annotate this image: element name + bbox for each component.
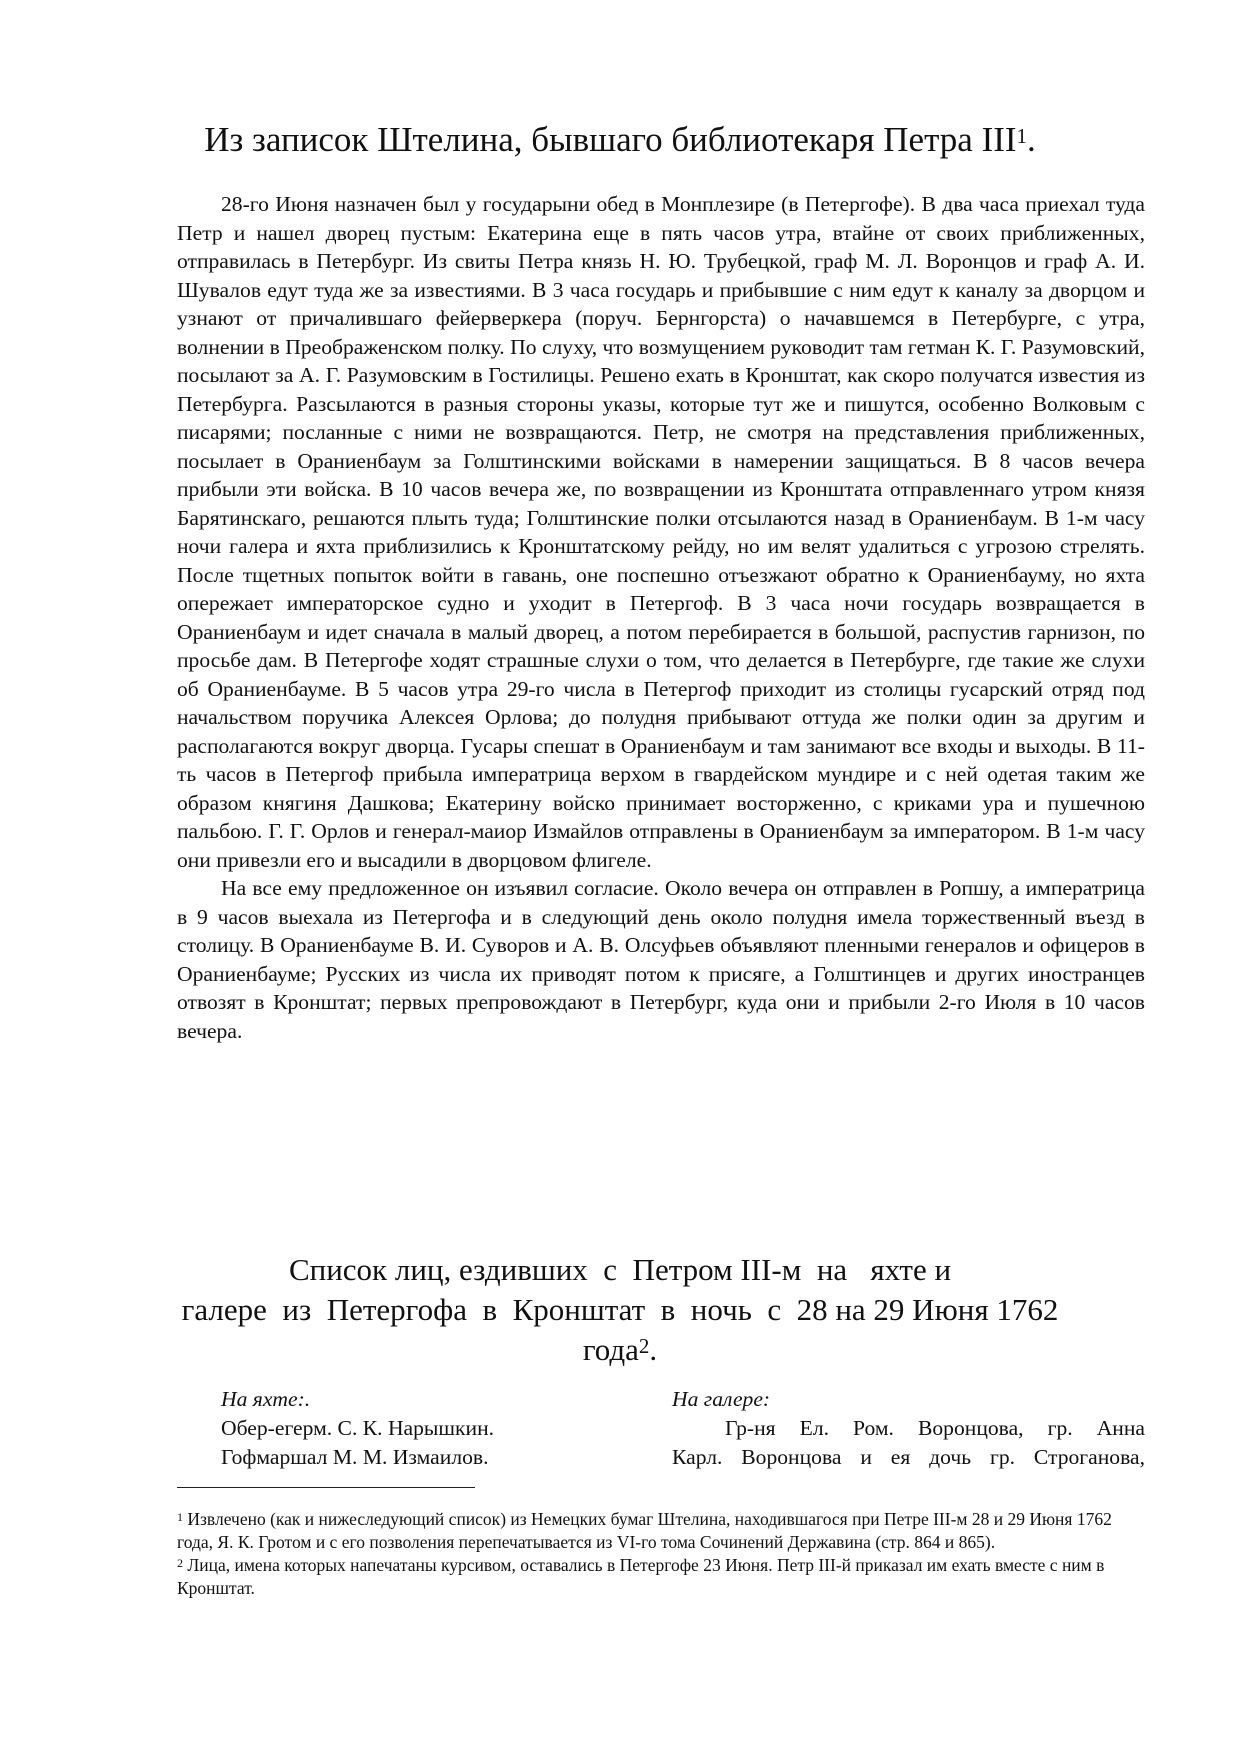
yacht-column (221, 1385, 641, 1472)
yacht-line-1: Обер-егерм. С. К. Нарышкин. (221, 1416, 495, 1440)
galley-column (672, 1385, 1145, 1472)
paragraph-1: 28-го Июня назначен был у государыни обед в Монплезире (в Петергофе). В два часа приехал туда Петр и нашел дворец пустым: Екатерина еще в пять часов утра, втайне от своих приближенных, отправилась в Петербург. Из свиты Петра князь Н. Ю. Трубецкой, граф М. Л. Воронцов и граф А. И. Шувалов едут туда же за известиями. В 3 часа государь и прибывшие с ним едут к каналу за дворцом и узнают от причалившаго фейерверкера (поруч. Бернгорста) о начавшемся в Петербурге, с утра, волнении в Преображенском полку. По слуху, что возмущением руководит там гетман К. Г. Разумовский, посылают за А. Г. Разумовским в Гостилицы. Решено ехать в Кронштат, как скоро получатся известия из Петербурга. Разсылаются в разныя стороны указы, которые тут же и пишутся, особенно Волковым с писарями; посланные с ними не возвращаются. Петр, не смотря на представления приближенных, посылает в Ораниенбаум за Голштинскими войсками в намерении защищаться. В 8 часов вечера прибыли эти войска. В 10 часов вечера же, по возвращении из Кронштата отправленнаго утром князя Барятинскаго, решаются плыть туда; Голштинские полки отсылаются назад в Ораниенбаум. В 1-м часу ночи галера и яхта приблизились к Кронштатскому рейду, но им велят удалиться с угрозою стрелять. После тщетных попыток войти в гавань, оне поспешно отъезжают обратно к Ораниенбауму, но яхта опережает императорское судно и уходит в Петергоф. В 3 часа ночи государь возвращается в Ораниенбаум и идет сначала в малый дворец, а потом перебирается в большой, распустив гарнизон, по просьбе дам. В Петергофе ходят страшные слухи о том, что делается в Петербурге, где такие же слухи об Ораниенбауме. В 5 часов утра 29-го числа в Петергоф приходит из столицы гусарский отряд под начальством поручика Алексея Орлова; до полудня прибывают оттуда же полки один за другим и располагаются вокруг дворца. Гусары спешат в Ораниенбаум и там занимают все входы и выходы. В 11-ть часов в Петергоф прибыла императрица верхом в гвардейском мундире и с ней одетая таким же образом княгиня Дашкова; Екатерину войско принимает восторженно, с криками ура и пушечною пальбою. Г. Г. Орлов и генерал-маиор Измайлов отправлены в Ораниенбаум за императором. В 1-м часу они привезли его и высадили в дворцовом флигеле. (177, 192, 1145, 872)
list-heading (160, 1250, 1080, 1370)
footnotes (177, 1508, 1145, 1600)
galley-line-1: Гр-ня Ел. Ром. Воронцова, гр. Анна (725, 1416, 1145, 1440)
yacht-line-2: Гофмаршал М. М. Измаилов. (221, 1445, 489, 1469)
list-heading-end: . (649, 1332, 658, 1367)
footnote-ref-2[interactable]: 2 (638, 1334, 650, 1358)
footnote-1 (177, 1508, 1145, 1554)
article-heading-text: Из записок Штелина, бывшаго библиотекаря Петра III (204, 120, 1017, 159)
article-heading-end: . (1027, 120, 1036, 159)
footnote-1-text: Извлечено (как и нижеследующий список) из Немецких бумаг Штелина, находившагося при Петре III-м 28 и 29 Июня 1762 года, Я. К. Гротом и с его позволения перепечатывается из VI-го тома Сочинений Державина (стр. 864 и 865). (177, 1509, 1112, 1552)
footnote-ref-1[interactable]: 1 (1016, 124, 1028, 148)
galley-header: На галере: (672, 1387, 771, 1411)
list-heading-line-3-text: года (582, 1332, 639, 1367)
paragraph-2: На все ему предложенное он изъявил согласие. Около вечера он отправлен в Ропшу, а императрица в 9 часов выехала из Петергофа и в следующий день около полудня имела торжественный въезд в столицу. В Ораниенбауме В. И. Суворов и А. В. Олсуфьев объявляют пленными генералов и офицеров в Ораниенбауме; Русских из числа их приводят потом к присяге, а Голштинцев и других иностранцев отвозят в Кронштат; первых препровождают в Петербург, куда они и прибыли 2-го Июля в 10 часов вечера. (177, 876, 1145, 1043)
footnote-divider (177, 1487, 475, 1488)
footnote-2-number: 2 (177, 1556, 183, 1570)
article-body (177, 190, 1145, 1045)
yacht-header: На яхте:. (221, 1387, 311, 1411)
footnote-1-number: 1 (177, 1510, 183, 1524)
footnote-2 (177, 1554, 1145, 1600)
list-heading-line-3 (160, 1330, 1080, 1370)
article-heading (150, 118, 1090, 162)
list-heading-line-2: галере из Петергофа в Кронштат в ночь с 28 на 29 Июня 1762 (181, 1292, 1059, 1327)
list-heading-line-1: Список лиц, ездивших с Петром III-м на яхте и (288, 1252, 952, 1287)
footnote-2-text: Лица, имена которых напечатаны курсивом, оставались в Петергофе 23 Июня. Петр III-й приказал им ехать вместе с ним в Кронштат. (177, 1555, 1105, 1598)
galley-line-2: Карл. Воронцова и ея дочь гр. Строганова, (672, 1445, 1145, 1469)
